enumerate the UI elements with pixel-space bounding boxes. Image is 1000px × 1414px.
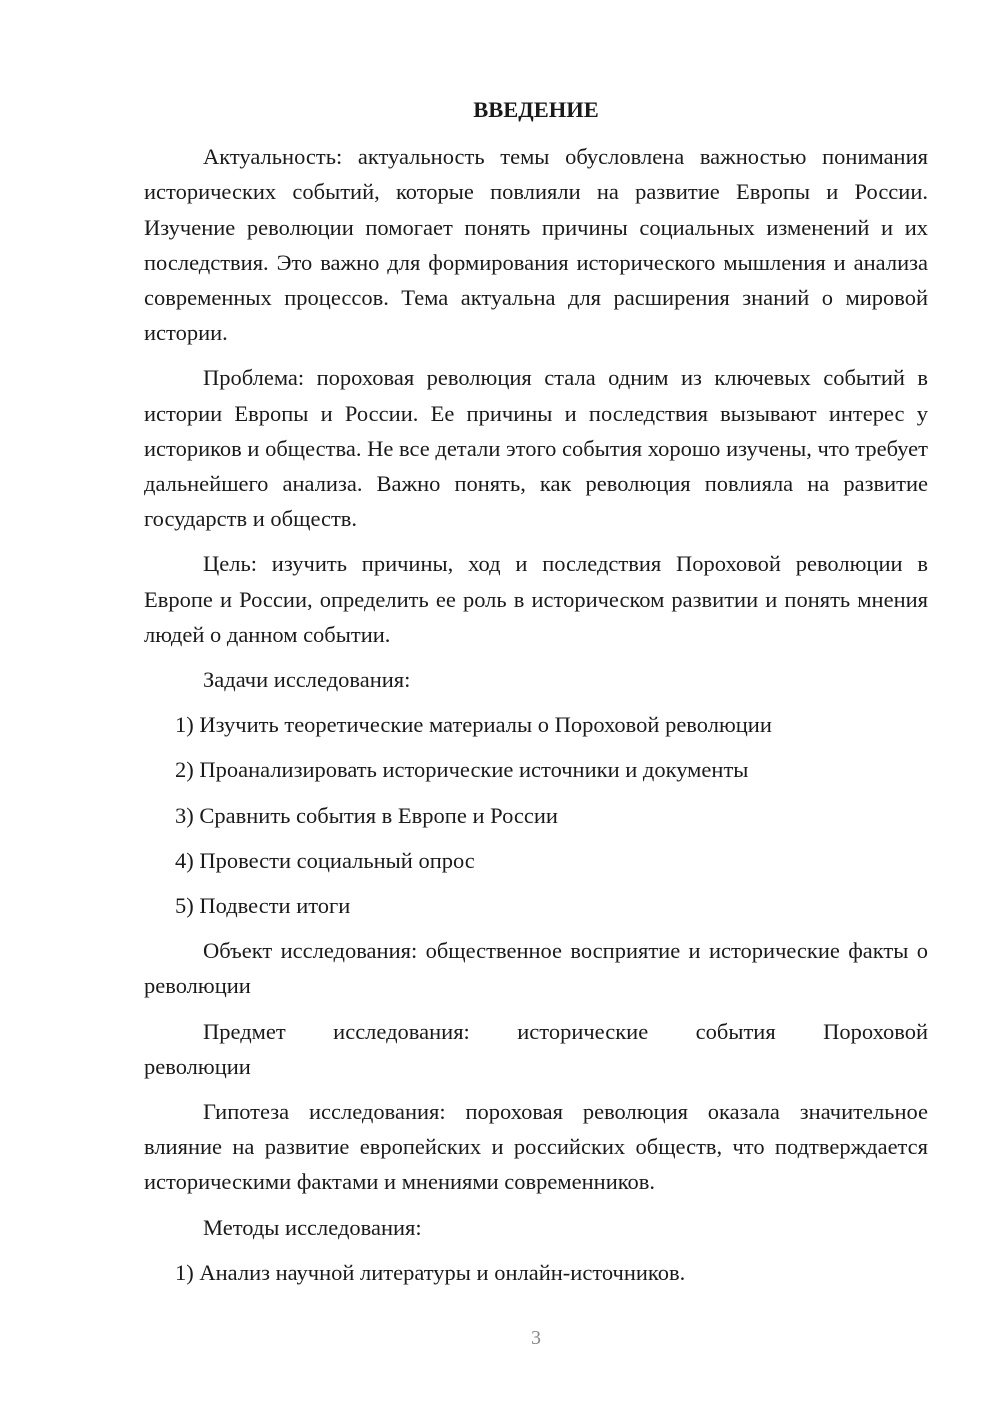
list-item: 2) Проанализировать исторические источники и документы	[175, 757, 749, 783]
object-paragraph: Объект исследования: общественное восприятие и исторические факты о революции	[144, 938, 928, 999]
page-number: 3	[531, 1327, 541, 1349]
relevance-paragraph: Актуальность: актуальность темы обусловлена важностью понимания исторических событий, которые повлияли на развитие Европы и России. Изучение революции помогает понять причины социальных изменений и их последствия. Это важно для формирования исторического мышления и анализа современных процессов. Тема актуальна для расширения знаний о мировой истории.	[144, 144, 928, 346]
list-item: 4) Провести социальный опрос	[175, 847, 475, 873]
tasks-list	[144, 707, 928, 923]
list-item: 1) Анализ научной литературы и онлайн-источников.	[175, 1259, 686, 1285]
methods-heading: Методы исследования:	[203, 1214, 422, 1240]
page-title: ВВЕДЕНИЕ	[473, 97, 599, 122]
hypothesis-paragraph: Гипотеза исследования: пороховая революция оказала значительное влияние на развитие европейских и российских обществ, что подтверждается историческими фактами и мнениями современников.	[144, 1099, 928, 1195]
page-content	[144, 92, 928, 1300]
tasks-heading: Задачи исследования:	[203, 667, 411, 693]
goal-paragraph: Цель: изучить причины, ход и последствия Пороховой революции в Европе и России, определить ее роль в историческом развитии и понять мнения людей о данном событии.	[144, 551, 928, 647]
subject-line-end: революции	[144, 1053, 251, 1079]
list-item: 3) Сравнить события в Европе и России	[175, 802, 558, 828]
list-item: 5) Подвести итоги	[175, 893, 351, 919]
subject-line: Предмет исследования: исторические события Пороховой	[203, 1018, 928, 1044]
subject-paragraph	[144, 1014, 928, 1084]
problem-paragraph: Проблема: пороховая революция стала одним из ключевых событий в истории Европы и России. Ее причины и последствия вызывают интерес у историков и общества. Не все детали этого события хорошо изучены, что требует дальнейшего анализа. Важно понять, как революция повлияла на развитие государств и обществ.	[144, 365, 928, 532]
methods-list	[144, 1255, 928, 1290]
list-item: 1) Изучить теоретические материалы о Пороховой революции	[175, 712, 772, 738]
